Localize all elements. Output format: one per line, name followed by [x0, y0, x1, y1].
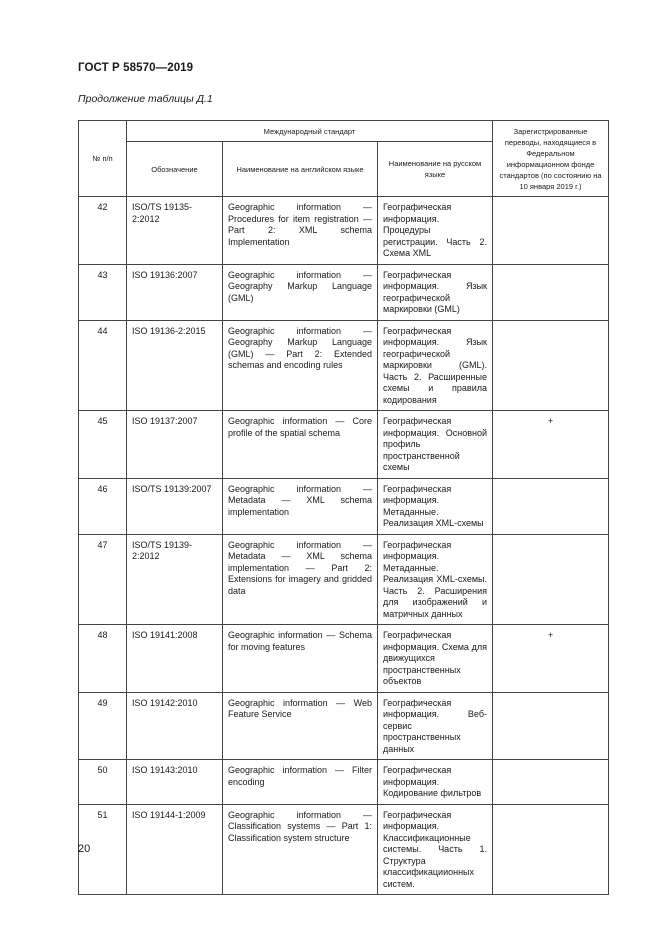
row-name-en: Geographic information — Web Feature Service	[223, 692, 378, 760]
row-name-en: Geographic information — Core profile of the spatial schema	[223, 411, 378, 479]
row-name-en: Geographic information — Metadata — XML schema implementation	[223, 478, 378, 534]
row-num: 50	[79, 760, 127, 805]
row-name-ru: Географическая информация. Метаданные. Реализация XML-схемы. Часть 2. Расширения для изображений и матричных данных	[378, 534, 493, 625]
row-num: 49	[79, 692, 127, 760]
row-name-ru: Географическая информация. Веб-сервис пространственных данных	[378, 692, 493, 760]
row-name-ru: Географическая информация. Метаданные. Реализация XML-схемы	[378, 478, 493, 534]
row-designation: ISO 19142:2010	[127, 692, 223, 760]
header-international-standard: Международный стандарт	[127, 121, 493, 142]
header-num: № п/п	[79, 121, 127, 197]
table-row	[79, 197, 609, 265]
document-title: ГОСТ Р 58570—2019	[78, 62, 194, 74]
row-name-ru: Географическая информация. Основной профиль пространственной схемы	[378, 411, 493, 479]
row-designation: ISO/TS 19139-2:2012	[127, 534, 223, 625]
table-caption: Продолжение таблицы Д.1	[78, 93, 213, 105]
row-name-ru: Географическая информация. Процедуры регистрации. Часть 2. Схема XML	[378, 197, 493, 265]
row-name-ru: Географическая информация. Кодирование фильтров	[378, 760, 493, 805]
row-num: 43	[79, 264, 127, 320]
row-designation: ISO 19136-2:2015	[127, 320, 223, 411]
table-row	[79, 320, 609, 411]
table-row	[79, 534, 609, 625]
table-row	[79, 760, 609, 805]
row-registered	[493, 197, 609, 265]
row-name-ru: Географическая информация. Схема для движущихся пространственных объектов	[378, 625, 493, 693]
row-registered	[493, 264, 609, 320]
table-row	[79, 692, 609, 760]
row-designation: ISO 19136:2007	[127, 264, 223, 320]
row-num: 47	[79, 534, 127, 625]
header-name-en: Наименование на английском языке	[223, 142, 378, 197]
table-row	[79, 478, 609, 534]
header-registered-translations: Зарегистрированные переводы, находящиеся в Федеральном информационном фонде стандартов (по состоянию на 10 января 2019 г.)	[493, 121, 609, 197]
row-designation: ISO/TS 19135-2:2012	[127, 197, 223, 265]
row-name-en: Geographic information — Procedures for item registration — Part 2: XML schema Implementation	[223, 197, 378, 265]
row-num: 42	[79, 197, 127, 265]
row-registered	[493, 760, 609, 805]
row-name-en: Geographic information — Filter encoding	[223, 760, 378, 805]
row-name-en: Geographic information — Classification systems — Part 1: Classification system structure	[223, 804, 378, 895]
row-registered	[493, 804, 609, 895]
row-num: 44	[79, 320, 127, 411]
standards-table	[78, 120, 609, 895]
row-name-ru: Географическая информация. Классификационные системы. Часть 1. Структура классификациионных систем.	[378, 804, 493, 895]
row-registered: +	[493, 411, 609, 479]
row-name-en: Geographic information — Metadata — XML schema implementation — Part 2: Extensions for imagery and gridded data	[223, 534, 378, 625]
row-name-ru: Географическая информация. Язык географической маркировки (GML)	[378, 264, 493, 320]
row-num: 46	[79, 478, 127, 534]
row-num: 51	[79, 804, 127, 895]
header-name-ru: Наименование на русском языке	[378, 142, 493, 197]
row-designation: ISO 19141:2008	[127, 625, 223, 693]
table-row	[79, 804, 609, 895]
row-name-en: Geographic information — Schema for moving features	[223, 625, 378, 693]
row-designation: ISO 19143:2010	[127, 760, 223, 805]
row-designation: ISO/TS 19139:2007	[127, 478, 223, 534]
row-name-ru: Географическая информация. Язык географической маркировки (GML). Часть 2. Расширенные схемы и правила кодирования	[378, 320, 493, 411]
row-num: 48	[79, 625, 127, 693]
row-registered	[493, 692, 609, 760]
row-name-en: Geographic information — Geography Markup Language (GML)	[223, 264, 378, 320]
row-designation: ISO 19144-1:2009	[127, 804, 223, 895]
table-row	[79, 264, 609, 320]
row-designation: ISO 19137:2007	[127, 411, 223, 479]
row-registered	[493, 478, 609, 534]
row-name-en: Geographic information — Geography Markup Language (GML) — Part 2: Extended schemas and encoding rules	[223, 320, 378, 411]
row-registered	[493, 320, 609, 411]
row-registered	[493, 534, 609, 625]
row-registered: +	[493, 625, 609, 693]
table-row	[79, 625, 609, 693]
page-number: 20	[78, 843, 91, 855]
table-row	[79, 411, 609, 479]
row-num: 45	[79, 411, 127, 479]
header-designation: Обозначение	[127, 142, 223, 197]
